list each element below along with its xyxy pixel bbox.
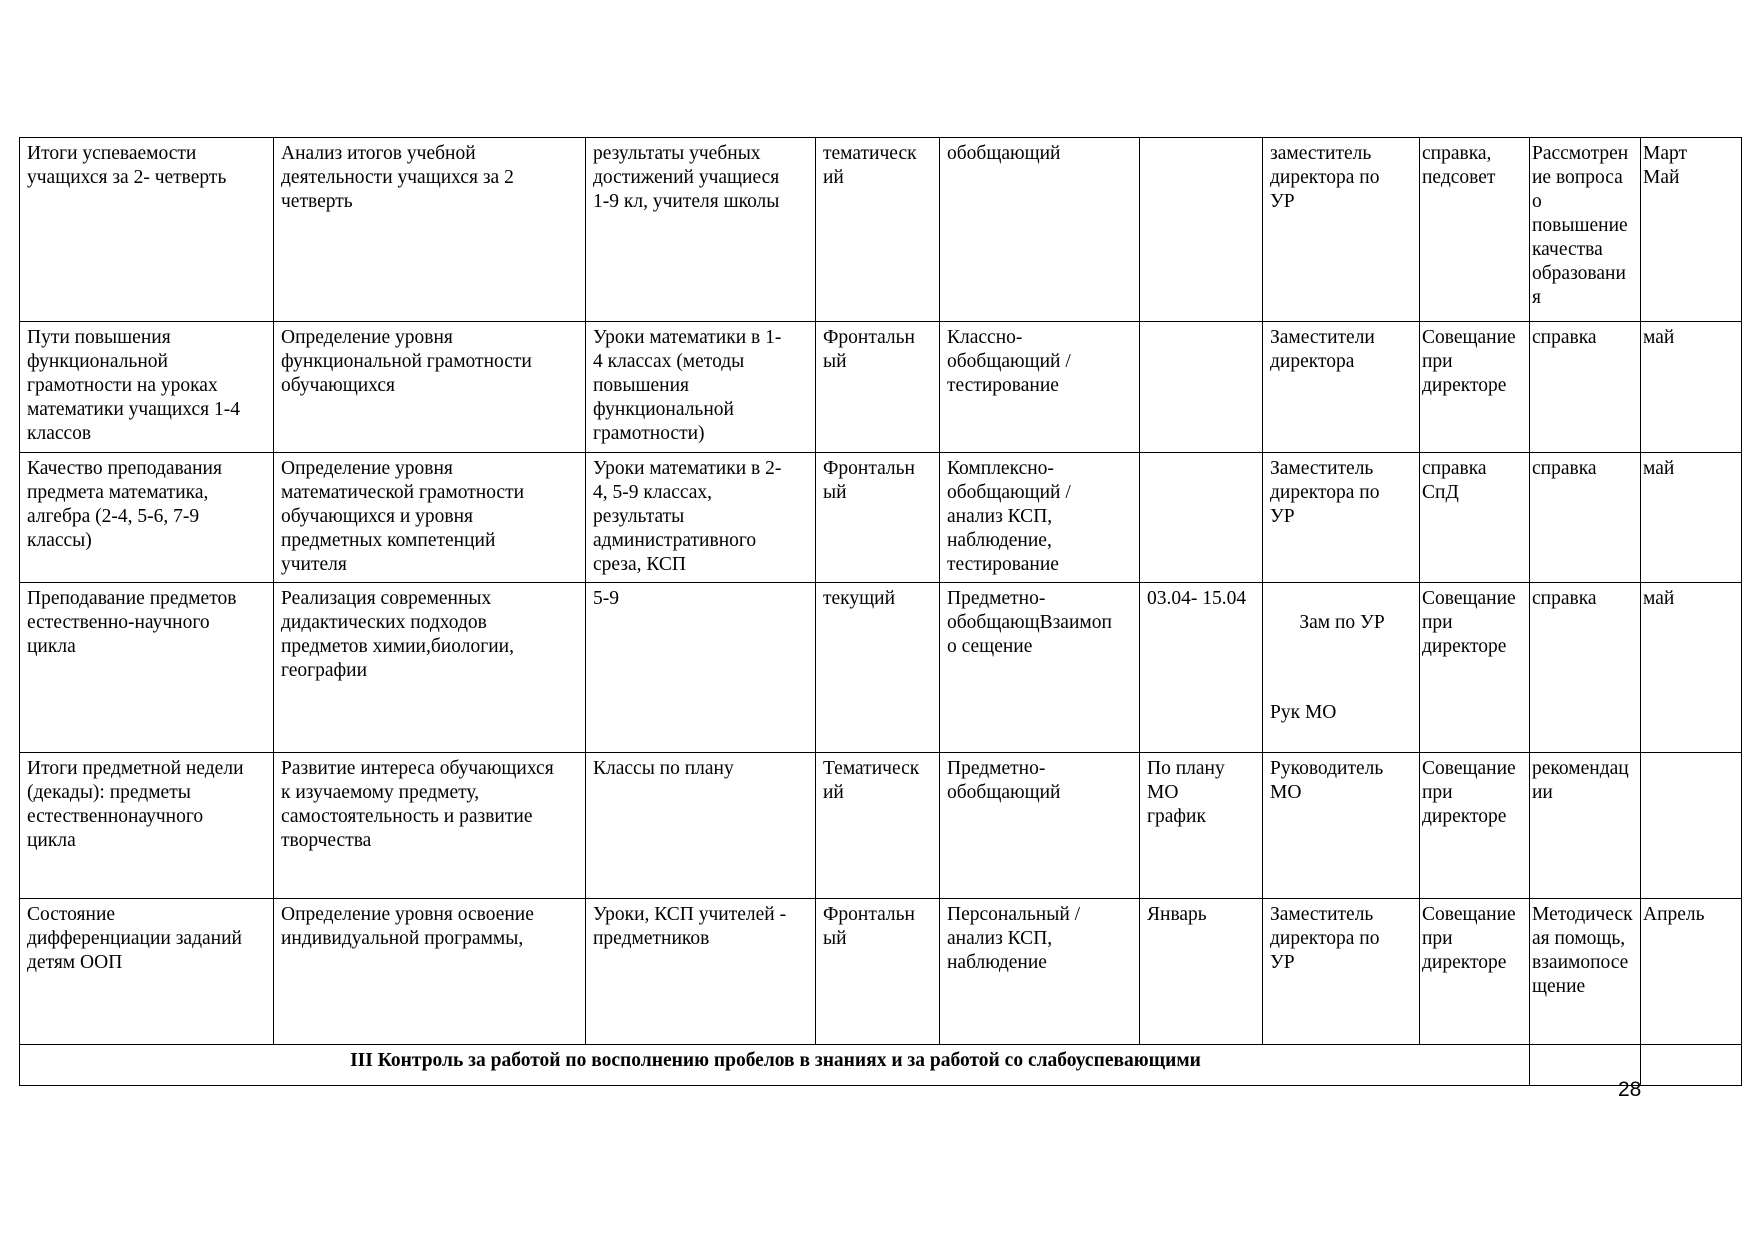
dates-cell bbox=[1140, 453, 1263, 583]
page-number: 28 bbox=[1618, 1078, 1642, 1101]
table-row bbox=[20, 138, 1742, 322]
month-cell: май bbox=[1641, 583, 1742, 753]
month-cell: май bbox=[1641, 322, 1742, 453]
dates-cell bbox=[1140, 138, 1263, 322]
object-cell: Классы по плану bbox=[586, 753, 816, 899]
object-cell: результаты учебных достижений учащиеся 1-9 кл, учителя школы bbox=[586, 138, 816, 322]
decision-cell: справка bbox=[1530, 453, 1641, 583]
decision-cell: справка bbox=[1530, 583, 1641, 753]
object-cell: 5-9 bbox=[586, 583, 816, 753]
control-form-cell: Предметно- обобщающВзаимоп о сещение bbox=[940, 583, 1140, 753]
topic-cell: Качество преподавания предмета математика, алгебра (2-4, 5-6, 7-9 классы) bbox=[20, 453, 274, 583]
control-form-cell: Комплексно- обобщающий / анализ КСП, наблюдение, тестирование bbox=[940, 453, 1140, 583]
goal-cell: Определение уровня функциональной грамотности обучающихся bbox=[274, 322, 586, 453]
section-empty-cell bbox=[1641, 1045, 1742, 1086]
goal-cell: Определение уровня математической грамотности обучающихся и уровня предметных компетенций учителя bbox=[274, 453, 586, 583]
control-plan-table bbox=[19, 137, 1742, 1086]
dates-cell: 03.04- 15.04 bbox=[1140, 583, 1263, 753]
summary-cell: Совещание при директоре bbox=[1420, 899, 1530, 1045]
responsible-cell: Руководитель МО bbox=[1263, 753, 1420, 899]
decision-cell: Рассмотрен ие вопроса о повышение качества образовани я bbox=[1530, 138, 1641, 322]
decision-cell: Методическ ая помощь, взаимопосе щение bbox=[1530, 899, 1641, 1045]
control-form-cell: обобщающий bbox=[940, 138, 1140, 322]
control-form-cell: Предметно- обобщающий bbox=[940, 753, 1140, 899]
table-row bbox=[20, 899, 1742, 1045]
control-kind-cell: текущий bbox=[816, 583, 940, 753]
section-title: III Контроль за работой по восполнению пробелов в знаниях и за работой со слабоуспевающими bbox=[20, 1045, 1530, 1086]
goal-cell: Анализ итогов учебной деятельности учащихся за 2 четверть bbox=[274, 138, 586, 322]
table-row bbox=[20, 583, 1742, 753]
responsible-deputy: Зам по УР bbox=[1299, 612, 1385, 633]
responsible-spacer bbox=[1270, 659, 1414, 677]
month-cell bbox=[1641, 753, 1742, 899]
summary-cell: справка, педсовет bbox=[1420, 138, 1530, 322]
topic-cell: Итоги успеваемости учащихся за 2- четверть bbox=[20, 138, 274, 322]
summary-cell: Совещание при директоре bbox=[1420, 583, 1530, 753]
summary-cell: Совещание при директоре bbox=[1420, 753, 1530, 899]
topic-cell: Состояние дифференциации заданий детям ООП bbox=[20, 899, 274, 1045]
table-row bbox=[20, 453, 1742, 583]
decision-cell: справка bbox=[1530, 322, 1641, 453]
month-cell: Март Май bbox=[1641, 138, 1742, 322]
responsible-cell: заместитель директора по УР bbox=[1263, 138, 1420, 322]
table-row bbox=[20, 753, 1742, 899]
decision-cell: рекомендац ии bbox=[1530, 753, 1641, 899]
responsible-cell: Заместители директора bbox=[1263, 322, 1420, 453]
control-kind-cell: Тематическ ий bbox=[816, 753, 940, 899]
responsible-cell bbox=[1263, 583, 1420, 753]
month-cell: май bbox=[1641, 453, 1742, 583]
control-kind-cell: Фронтальн ый bbox=[816, 453, 940, 583]
dates-cell: Январь bbox=[1140, 899, 1263, 1045]
responsible-cell: Заместитель директора по УР bbox=[1263, 453, 1420, 583]
summary-cell: справка СпД bbox=[1420, 453, 1530, 583]
control-form-cell: Классно- обобщающий / тестирование bbox=[940, 322, 1140, 453]
goal-cell: Развитие интереса обучающихся к изучаемому предмету, самостоятельность и развитие творчества bbox=[274, 753, 586, 899]
object-cell: Уроки математики в 2- 4, 5-9 классах, результаты административного среза, КСП bbox=[586, 453, 816, 583]
control-kind-cell: Фронтальн ый bbox=[816, 899, 940, 1045]
topic-cell: Итоги предметной недели (декады): предметы естественнонаучного цикла bbox=[20, 753, 274, 899]
summary-cell: Совещание при директоре bbox=[1420, 322, 1530, 453]
control-form-cell: Персональный / анализ КСП, наблюдение bbox=[940, 899, 1140, 1045]
section-header-row bbox=[20, 1045, 1742, 1086]
responsible-mo-head: Рук МО bbox=[1270, 702, 1337, 723]
control-kind-cell: тематическ ий bbox=[816, 138, 940, 322]
month-cell: Апрель bbox=[1641, 899, 1742, 1045]
topic-cell: Пути повышения функциональной грамотности на уроках математики учащихся 1-4 классов bbox=[20, 322, 274, 453]
goal-cell: Реализация современных дидактических подходов предметов химии,биологии, географии bbox=[274, 583, 586, 753]
responsible-cell: Заместитель директора по УР bbox=[1263, 899, 1420, 1045]
control-kind-cell: Фронтальн ый bbox=[816, 322, 940, 453]
table-row bbox=[20, 322, 1742, 453]
dates-cell: По плану МО график bbox=[1140, 753, 1263, 899]
object-cell: Уроки, КСП учителей - предметников bbox=[586, 899, 816, 1045]
topic-cell: Преподавание предметов естественно-научного цикла bbox=[20, 583, 274, 753]
goal-cell: Определение уровня освоение индивидуальной программы, bbox=[274, 899, 586, 1045]
dates-cell bbox=[1140, 322, 1263, 453]
object-cell: Уроки математики в 1- 4 классах (методы повышения функциональной грамотности) bbox=[586, 322, 816, 453]
